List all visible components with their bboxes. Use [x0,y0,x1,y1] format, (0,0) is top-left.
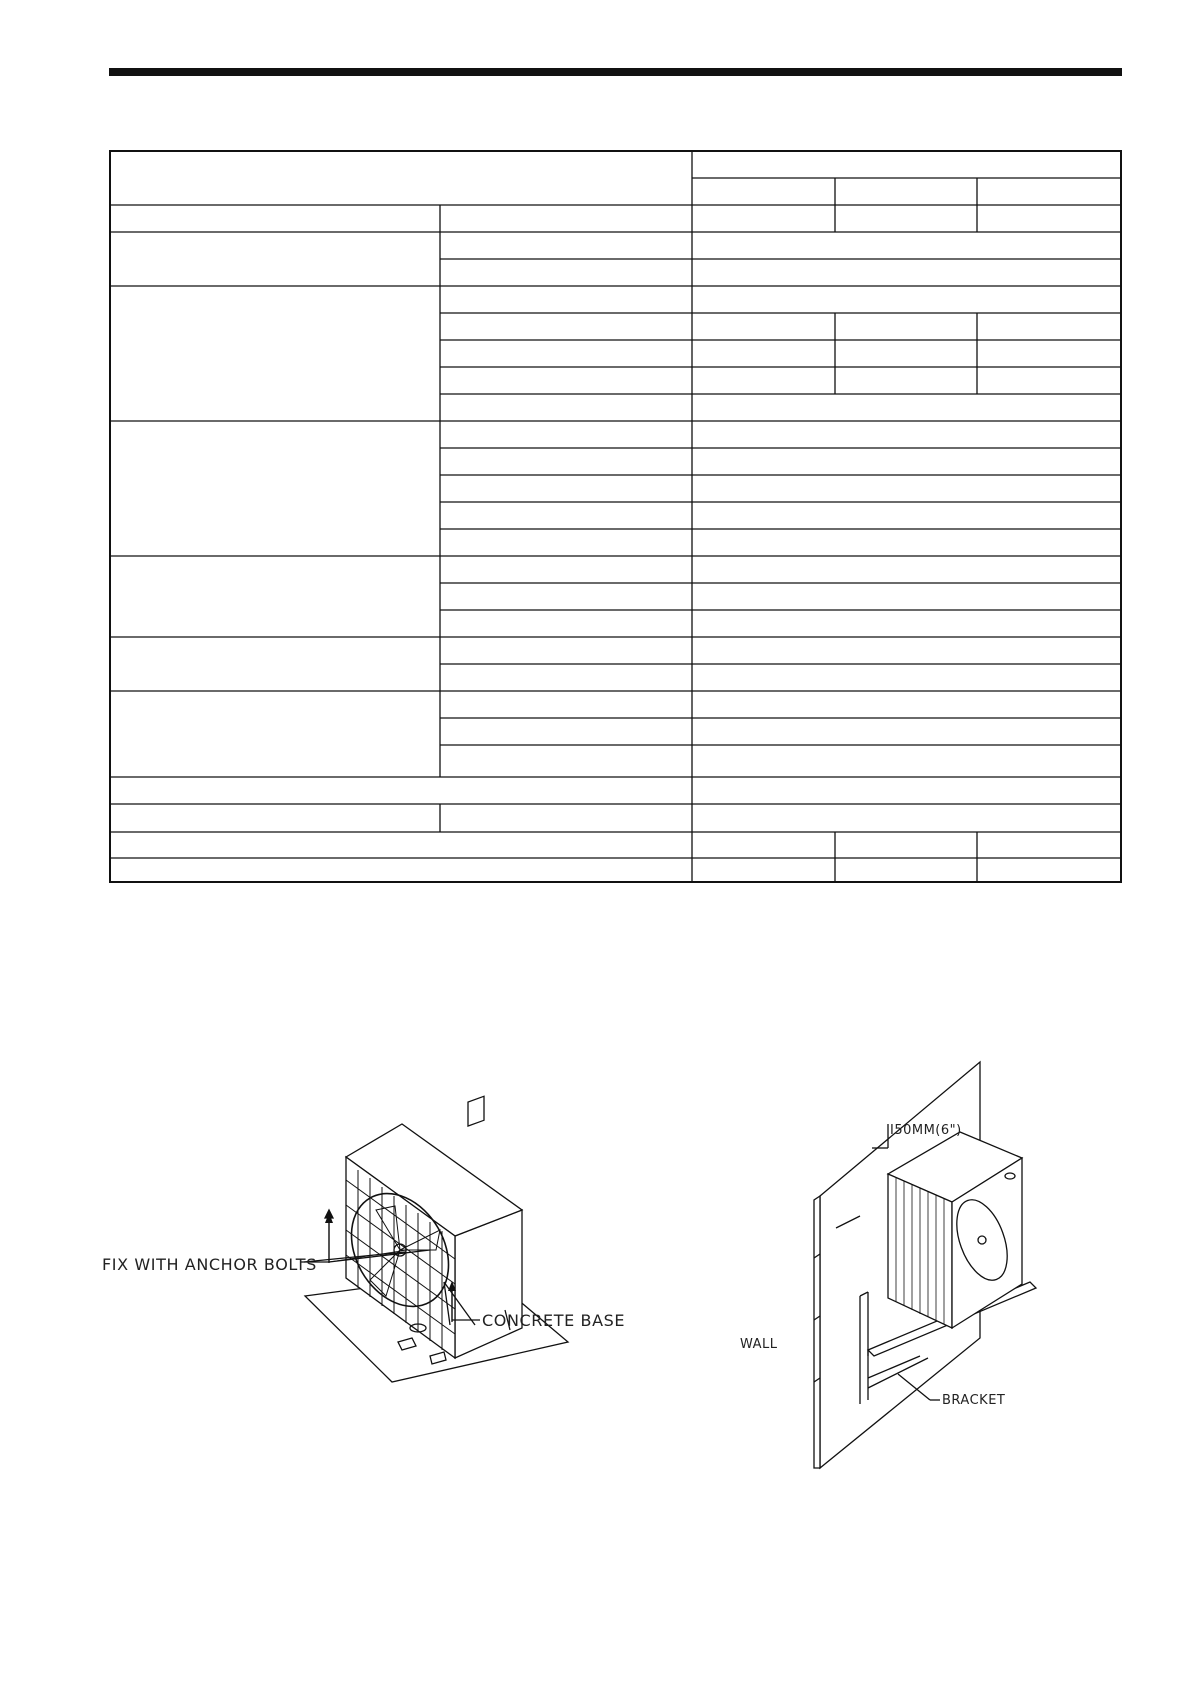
label-bracket: BRACKET [942,1393,1006,1408]
ground-mount-figure [100,1110,660,1440]
spec-table [109,150,1122,883]
wall-mount-figure [740,1058,1070,1468]
label-wall: WALL [740,1337,778,1352]
label-concrete-base: CONCRETE BASE [482,1311,626,1330]
label-anchor-bolts: FIX WITH ANCHOR BOLTS [102,1255,317,1274]
label-clearance: I50MM(6") [890,1123,962,1138]
top-rule [109,68,1122,76]
spec-table-grid [109,150,1122,883]
